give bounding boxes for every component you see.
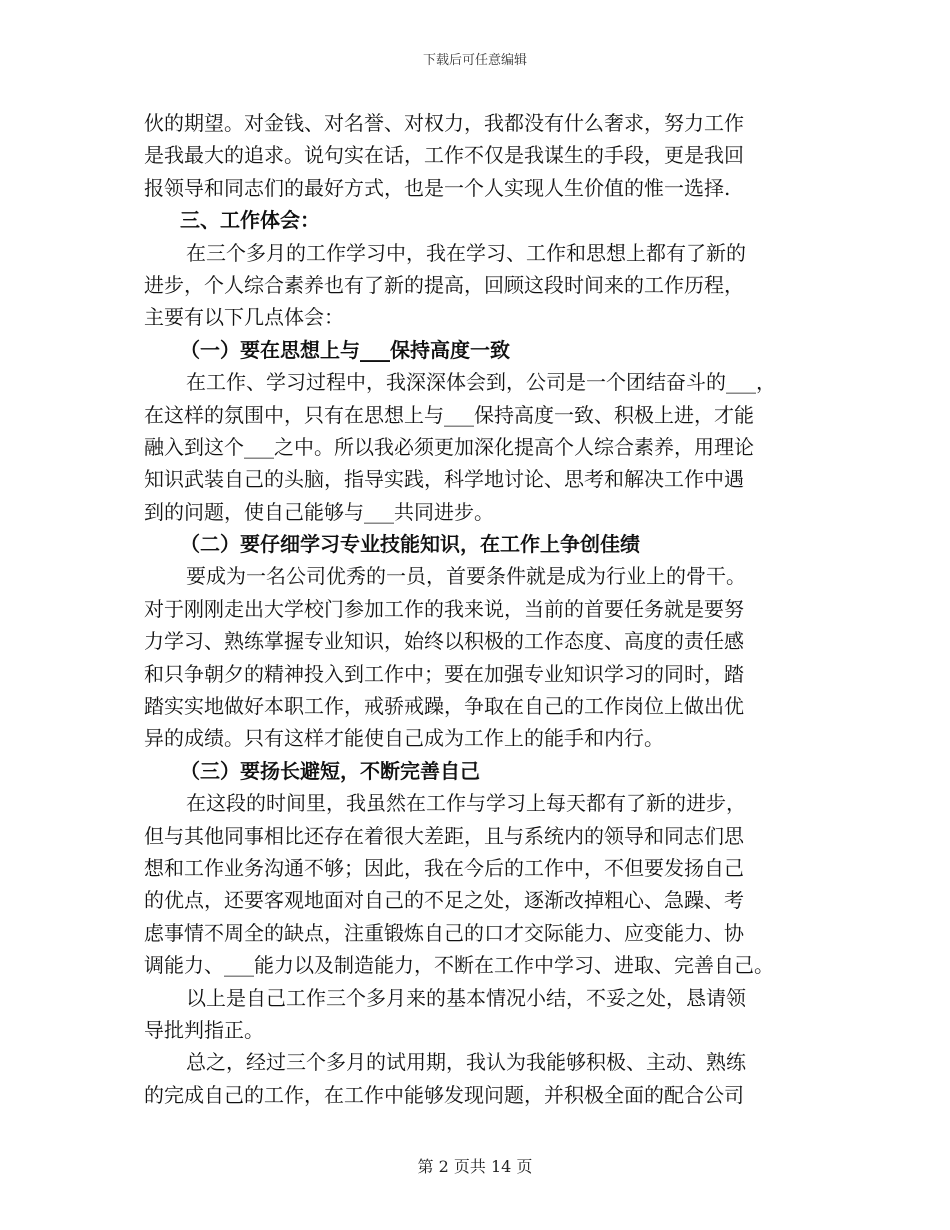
text-line: 在这样的氛围中，只有在思想上与___保持高度一致、积极上进，才能 [144, 402, 754, 427]
text-line: 以上是自己工作三个多月来的基本情况小结，不妥之处，恳请领 [186, 985, 746, 1010]
text-line: 对于刚刚走出大学校门参加工作的我来说，当前的首要任务就是要努 [144, 596, 744, 621]
section-heading: （三）要扬长避短，不断完善自己 [180, 758, 480, 783]
page-footer: 第 2 页共 14 页 [417, 1157, 533, 1176]
page-header: 下载后可任意编辑 [422, 53, 527, 68]
text-line: 在工作、学习过程中，我深深体会到，公司是一个团结奋斗的___， [186, 370, 776, 395]
text-line: 力学习、熟练掌握专业知识，始终以积极的工作态度、高度的责任感 [144, 629, 744, 654]
text-line: 和只争朝夕的精神投入到工作中；要在加强专业知识学习的同时，踏 [144, 661, 744, 686]
document-body [144, 107, 824, 1111]
section-heading: （一）要在思想上与___保持高度一致 [180, 337, 510, 362]
text-line: 的完成自己的工作，在工作中能够发现问题，并积极全面的配合公司 [144, 1082, 744, 1107]
text-line: 知识武装自己的头脑，指导实践，科学地讨论、思考和解决工作中遇 [144, 467, 744, 492]
text-line: 主要有以下几点体会： [144, 305, 344, 330]
text-line: 总之，经过三个多月的试用期，我认为我能够积极、主动、熟练 [186, 1050, 746, 1075]
text-line: 是我最大的追求。说句实在话，工作不仅是我谋生的手段，更是我回 [144, 143, 744, 168]
text-line: 想和工作业务沟通不够；因此，我在今后的工作中，不但要发扬自己 [144, 855, 744, 880]
text-line: 进步，个人综合素养也有了新的提高，回顾这段时间来的工作历程， [144, 272, 744, 297]
text-line: 异的成绩。只有这样才能使自己成为工作上的能手和内行。 [144, 726, 664, 751]
text-line: 要成为一名公司优秀的一员，首要条件就是成为行业上的骨干。 [186, 564, 746, 589]
text-line: 伙的期望。对金钱、对名誉、对权力，我都没有什么奢求，努力工作 [144, 111, 744, 135]
text-line: 的优点，还要客观地面对自己的不足之处，逐渐改掉粗心、急躁、考 [144, 888, 744, 913]
text-line: 调能力、___能力以及制造能力，不断在工作中学习、进取、完善自己。 [144, 953, 774, 978]
text-line: 导批判指正。 [144, 1017, 264, 1042]
text-line: 踏实实地做好本职工作，戒骄戒躁，争取在自己的工作岗位上做出优 [144, 694, 744, 719]
text-line: 报领导和同志们的最好方式，也是一个人实现人生价值的惟一选择. [144, 175, 731, 200]
text-line: 在这段的时间里，我虽然在工作与学习上每天都有了新的进步， [186, 791, 746, 816]
text-line: 但与其他同事相比还存在着很大差距，且与系统内的领导和同志们思 [144, 823, 744, 848]
text-line: 融入到这个___之中。所以我必须更加深化提高个人综合素养，用理论 [144, 434, 754, 459]
text-line: 在三个多月的工作学习中，我在学习、工作和思想上都有了新的 [186, 240, 746, 265]
section-heading: 三、工作体会： [180, 208, 320, 233]
section-heading: （二）要仔细学习专业技能知识，在工作上争创佳绩 [180, 532, 640, 557]
text-line: 虑事情不周全的缺点，注重锻炼自己的口才交际能力、应变能力、协 [144, 920, 744, 945]
text-line: 到的问题，使自己能够与___共同进步。 [144, 499, 494, 524]
